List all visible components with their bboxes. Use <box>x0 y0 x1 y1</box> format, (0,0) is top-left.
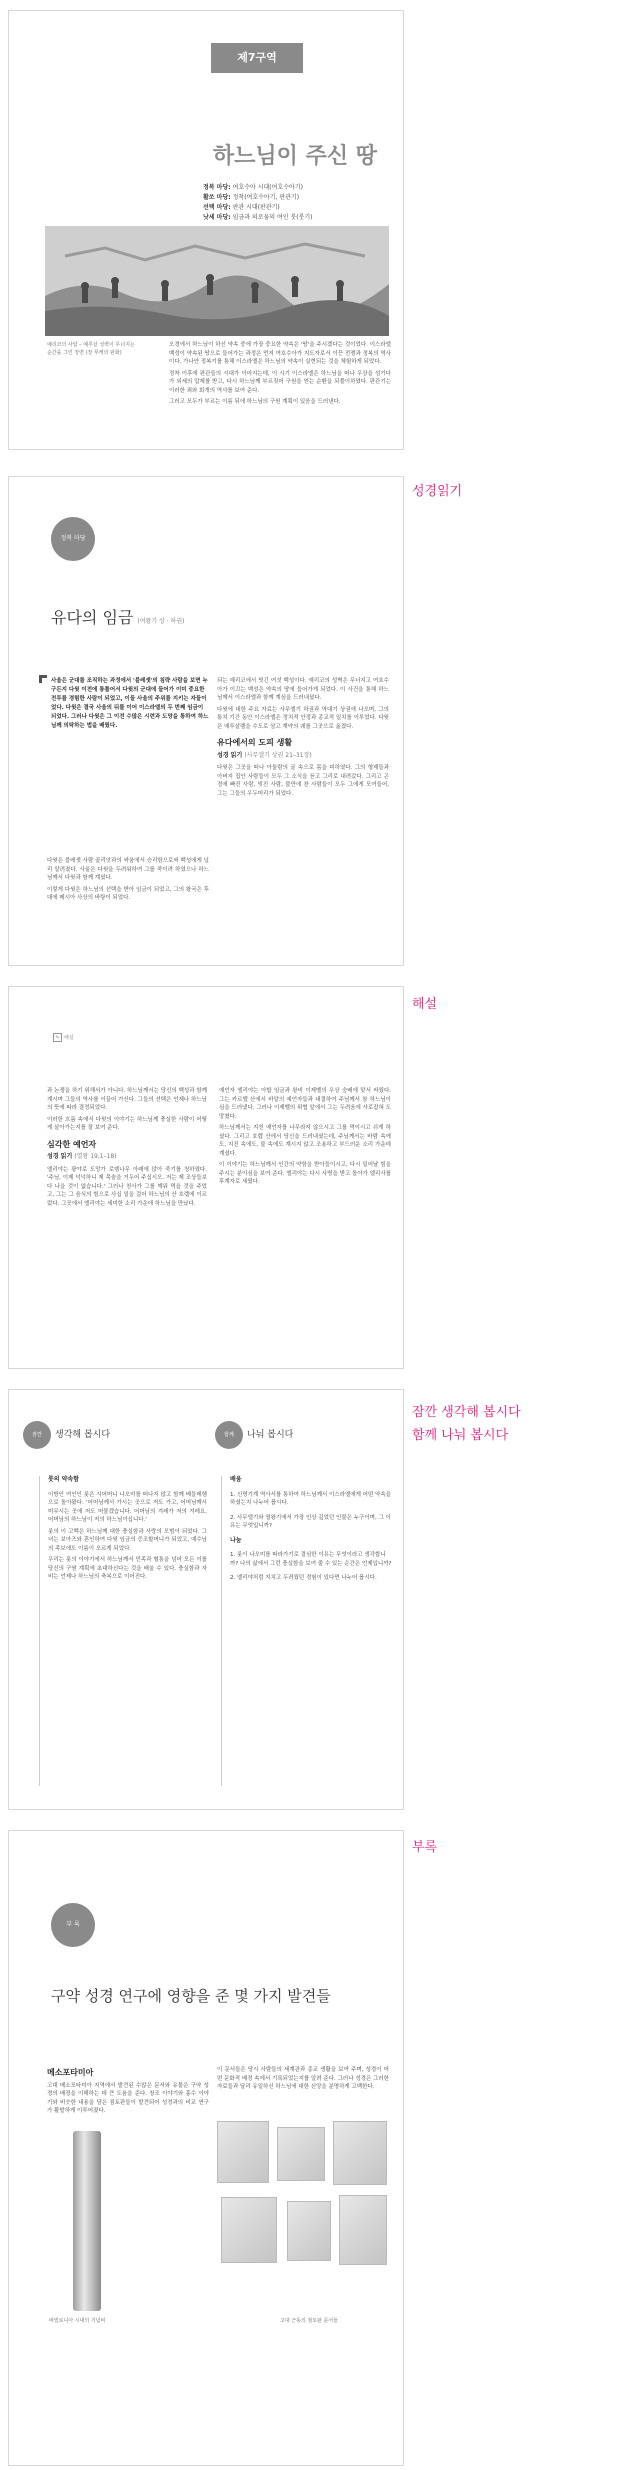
paragraph: 이 문서들은 당시 사람들의 세계관과 종교 생활을 보여 주며, 성경이 어떤 문화적 배경 속에서 기록되었는지를 알려 준다. 그러나 성경은 그러한 자료들과 달리 유일하신 하느님에 대한 신앙을 분명하게 고백한다. <box>217 2067 389 2090</box>
question-item: 1. 신명기계 역사서를 통하여 하느님께서 이스라엘에게 어떤 약속을 하셨는지 나누어 봅시다. <box>230 1491 391 1506</box>
page-title: 하느님이 주신 땅 <box>212 144 377 169</box>
intro-text: 사울은 군대를 조직하는 과정에서 '블레셋'의 침략 사람을 보면 누구든지 다윗 이전에 통틀어서 다윗의 군대에 들어가 이미 중요한 전투를 경험한 사람이 되었고, 이들 사울의 주위를 지키는 자들이었다. 다윗은 결국 사울의 뒤를 이어 이스라엘의 두 번째 임금이 되었다. 그러나 다윗은 그 이전 수많은 시련과 도망을 통하여 하느님께 의탁하는 법을 배웠다. <box>51 678 209 729</box>
think-header: 잠깐 생각해 봅시다 <box>23 1420 110 1450</box>
stele-caption: 바빌로니아 시대의 기념비 <box>49 2318 106 2324</box>
paragraph: 하느님께서는 지친 예언자를 나무라지 않으시고 그를 먹이시고 쉬게 하셨다. 그리고 호렙 산에서 당신을 드러내셨는데, 주님께서는 바람 속에도, 지진 속에도, 불 속에도 계시지 않고 조용하고 부드러운 소리 가운데 계셨다. <box>219 1125 391 1157</box>
right-column <box>217 677 389 801</box>
left-body <box>47 857 209 906</box>
think-badge: 잠깐 <box>23 1421 51 1449</box>
stele-image <box>73 2131 101 2311</box>
section-badge: 정복 마당 <box>51 517 95 561</box>
page-title: 유다의 임금 (여왕기 상 · 하권) <box>51 608 185 627</box>
era-row: 낫세 마당: 임금과 의로움의 여인 룻(룻기) <box>203 214 313 221</box>
page-title: 구약 성경 연구에 영향을 준 몇 가지 발견들 <box>51 1987 331 2005</box>
question-item: 2. 엘리야처럼 지치고 두려웠던 경험이 있다면 나누어 봅시다. <box>230 1575 377 1581</box>
label-appendix: 부록 <box>412 1840 438 1855</box>
paragraph: 그러고 모두가 부르는 이름 뒤에 하느님의 구원 계획이 있음을 드러낸다. <box>169 399 341 405</box>
paragraph: 룻의 이 고백은 하느님께 대한 충실함과 사랑의 모범이 되었다. 그녀는 보아즈와 혼인하여 다윗 임금의 증조할머니가 되었고, 예수님의 족보에도 이름이 오르게 되었다. <box>48 1528 207 1552</box>
page-reflection <box>8 1389 404 1810</box>
reading-ref: 성경 읽기 (열왕 19,1–18) <box>47 1153 117 1160</box>
paragraph: 이방인 여인인 룻은 시어머니 나오미를 떠나지 않고 함께 베들레헴으로 돌아왔다. '어머님께서 가시는 곳으로 저도 가고, 어머님께서 머무시는 곳에 저도 머물겠습니다. 어머님의 겨레가 저의 겨레요, 어머님의 하느님이 저의 하느님이십니다.' <box>48 1491 207 1523</box>
painting-caption: 예리코의 사람 – 예루살 성벽이 무너지는 순간을 그린 장면 (장 푸케의 판화) <box>47 342 135 356</box>
share-badge: 함께 <box>215 1421 243 1449</box>
era-row: 정복 마당: 여호수아 시대(여호수아기) <box>203 184 303 191</box>
think-column <box>39 1476 207 1786</box>
zone-tab: 제7구역 <box>211 43 303 73</box>
right-column <box>219 1087 391 1190</box>
paragraph: 되는 예리코에서 빗긴 여섯 백성이다. 예리코의 성벽은 무너지고 여호수아가 이끄는 백성은 약속의 땅에 들어가게 되었다. 이 사건을 통해 하느님께서 이스라엘과 함께 계심을 드러내셨다. <box>217 678 389 701</box>
question-item: 2. 사무엘기와 열왕기에서 가장 인상 깊었던 인물은 누구이며, 그 이유는 무엇입니까? <box>230 1514 391 1529</box>
tablets-caption: 고대 근동의 점토판 문서들 <box>280 2318 338 2324</box>
intro-body <box>169 341 391 410</box>
right-column <box>217 2066 389 2095</box>
label-think: 잠깐 생각해 봅시다 <box>412 1405 521 1420</box>
left-column <box>47 2061 209 2119</box>
battle-painting <box>45 226 389 336</box>
section-heading: 심각한 예언자 <box>47 1139 97 1149</box>
page-appendix <box>8 1830 404 2466</box>
question-item: 1. 룻이 나오미를 따라가기로 결심한 이유는 무엇이라고 생각합니까? 나의 삶에서 그런 충실함을 보여 줄 수 있는 순간은 언제입니까? <box>230 1552 392 1567</box>
paragraph: 다윗은 블레셋 사람 골리앗과의 싸움에서 승리함으로써 백성에게 널리 알려졌다. 사울은 다윗을 두려워하여 그를 죽이려 하였으나 하느님께서 다윗과 함께 계셨다. <box>47 858 209 881</box>
share-header: 함께 나눠 봅시다 <box>215 1420 293 1450</box>
section-heading: 유다에서의 도피 생활 <box>217 738 293 747</box>
column-title: 나눔 <box>230 1536 242 1544</box>
page-subtitle: (여왕기 상 · 하권) <box>137 618 185 625</box>
label-share: 함께 나눠 봅시다 <box>412 1428 509 1443</box>
column-title: 룻의 약속함 <box>48 1476 80 1483</box>
era-row: 활쏘 마당: 정착(여호수아기, 판관기) <box>203 194 300 201</box>
paragraph: 과 논쟁을 하기 위해서가 아니다. 하느님께서는 당신의 백성과 함께 계시며 그들의 역사를 이끌어 가신다. 그들의 선택은 언제나 하느님의 뜻에 따라 결정되었다. <box>47 1088 207 1111</box>
intro-block <box>39 677 209 731</box>
share-column <box>221 1476 393 1786</box>
left-column <box>47 1087 207 1211</box>
era-row: 선택 마당: 판관 시대(판관기) <box>203 204 280 211</box>
label-commentary: 해설 <box>412 997 438 1012</box>
page-zone-7 <box>8 10 404 450</box>
paragraph: 다윗은 그곳을 떠나 아둘람의 굴 속으로 몸을 피하였다. 그의 형제들과 아버지 집안 사람들이 모두 그 소식을 듣고 그리로 내려갔다. 그리고 곤경에 빠진 사람, 빚진 사람, 불만에 찬 사람들이 모두 그에게 모여들어, 그는 그들의 우두머리가 되었다. <box>217 765 389 797</box>
paragraph: 정착 이후에 판관들의 시대가 이어지는데, 이 시기 이스라엘은 하느님을 떠나 우상을 섬기다가 외세의 압제를 받고, 다시 하느님께 부르짖어 구원을 얻는 순환을 되풀이하였다. 판관기는 이러한 죄와 회개의 역사를 보여 준다. <box>169 370 391 394</box>
paragraph: 우리는 룻의 이야기에서 하느님께서 민족과 혈통을 넘어 모든 이를 당신의 구원 계획에 초대하신다는 것을 배울 수 있다. 충실함과 자비는 언제나 하느님의 축복으로 이어진다. <box>48 1557 207 1580</box>
paragraph: 엘리야는 광야로 도망가 로뎀나무 아래에 앉아 죽기를 청하였다. '주님, 이제 넉넉하니 제 목숨을 거두어 주십시오. 저는 제 조상들보다 나을 것이 없습니다.' 그러나 천사가 그를 깨워 먹을 것을 주었고, 그는 그 음식의 힘으로 사십 일을 걸어 하느님의 산 호렙에 이르렀다. 그곳에서 엘리야는 세미한 소리 가운데 하느님을 만났다. <box>47 1166 207 1207</box>
page-commentary <box>8 986 404 1369</box>
label-bible-reading: 성경읽기 <box>412 484 463 499</box>
paragraph: 예언자 엘리야는 아합 임금과 왕비 이제벨의 우상 숭배에 맞서 싸웠다. 그는 카르멜 산에서 바알의 예언자들과 대결하여 주님께서 참 하느님이심을 드러냈다. 그러나 이제벨의 위협 앞에서 그는 두려움에 사로잡혀 도망쳤다. <box>219 1088 391 1120</box>
appendix-badge: 부 록 <box>51 1903 95 1947</box>
tablets-image <box>217 2121 389 2301</box>
paragraph: 오경에서 하느님이 하신 약속 중에 가장 중요한 약속은 '땅'을 주시겠다는 것이었다. 이스라엘 백성이 약속된 땅으로 들어가는 과정은 먼저 여호수아가 지도자로서 이끈 전쟁과 정복의 역사이다. 가나안 정복기를 통해 이스라엘은 하느님의 약속이 실현되는 것을 체험하게 되었다. <box>169 342 391 365</box>
reading-ref: 성경 읽기 (사무엘기 상권 21–31장) <box>217 751 312 759</box>
paragraph: 이 이야기는 하느님께서 인간의 약함을 받아들이시고, 다시 일어날 힘을 주시는 분이심을 보여 준다. 엘리야는 다시 사명을 받고 돌아가 엘리사를 후계자로 세웠다. <box>219 1162 391 1185</box>
paragraph: 고대 메소포타미아 지역에서 발견된 수많은 문서와 유물은 구약 성경의 배경을 이해하는 데 큰 도움을 준다. 창조 이야기와 홍수 이야기와 비슷한 내용을 담은 점토판들이 발견되어 성경과의 비교 연구가 활발하게 이루어졌다. <box>47 2082 209 2114</box>
paragraph: 이렇게 다윗은 하느님의 선택을 받아 임금이 되었고, 그의 왕국은 후대에 메시아 사상의 바탕이 되었다. <box>47 886 209 901</box>
section-heading: 메소포타미아 <box>47 2068 94 2077</box>
page-bible-reading <box>8 476 404 966</box>
commentary-icon: ✎ 해설 <box>53 1033 93 1043</box>
paragraph: 다윗에 대한 주요 자료는 사무엘기 하권과 역대기 상권에 나오며, 그의 통치 기간 동안 이스라엘은 정치적 안정과 종교적 일치를 이루었다. 다윗은 예루살렘을 수도로 삼고 계약의 궤를 그곳으로 옮겼다. <box>217 706 389 730</box>
column-title: 배움 <box>230 1476 242 1483</box>
paragraph: 이러한 흐름 속에서 다윗의 이야기는 하느님께 충실한 사람이 어떻게 살아가는지를 잘 보여 준다. <box>47 1116 207 1131</box>
era-list <box>203 183 393 223</box>
